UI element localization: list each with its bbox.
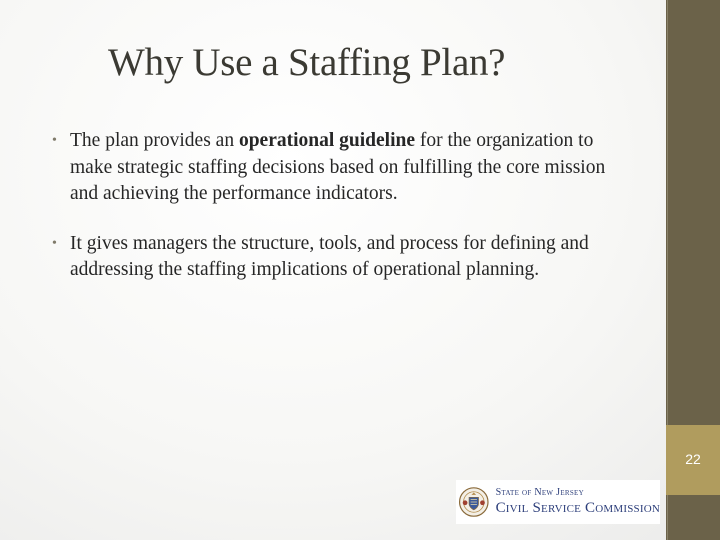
civil-service-logo (456, 480, 660, 524)
logo-text (496, 488, 660, 516)
state-seal-icon (458, 482, 490, 522)
logo-line-state: State of New Jersey (495, 487, 584, 498)
bullet-item (52, 231, 632, 284)
bullet-text: It gives managers the structure, tools, and process for defining and addressing the staffing implications of operational planning. (70, 232, 589, 280)
bullet-item (52, 128, 632, 208)
logo-line-commission: Civil Service Commission (495, 500, 660, 516)
bullet-text-rest: for the organization to make strategic staffing decisions based on fulfilling the core mission and achieving the performance indicators. (70, 130, 606, 204)
bullet-emphasis: operational guideline (238, 130, 416, 151)
bullet-marker: • (52, 235, 57, 251)
slide-title: Why Use a Staffing Plan? (108, 41, 506, 84)
bullet-list (52, 128, 632, 284)
page-number: 22 (685, 451, 701, 467)
bullet-text: The plan provides an (70, 130, 239, 151)
page-number-box (666, 425, 720, 495)
bullet-marker: • (52, 133, 57, 148)
